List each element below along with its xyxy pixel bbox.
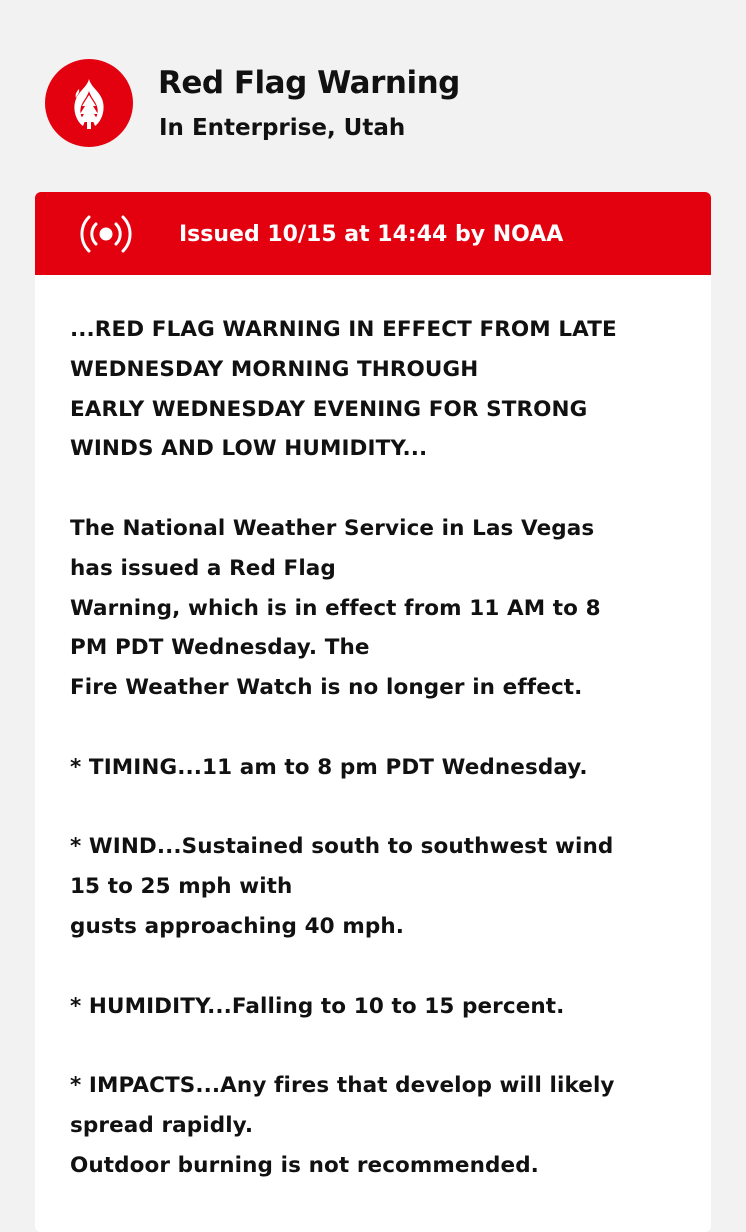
text-line: 15 to 25 mph with [70,874,293,900]
issued-text: Issued 10/15 at 14:44 by NOAA [179,222,564,247]
text-line: WEDNESDAY MORNING THROUGH [70,356,479,382]
text-line: has issued a Red Flag [70,555,336,581]
text-line: * WIND...Sustained south to southwest wind [70,834,614,860]
text-line: gusts approaching 40 mph. [70,913,404,939]
text-line: WINDS AND LOW HUMIDITY... [70,436,428,462]
humidity-paragraph [70,987,690,1027]
text-line: Warning, which is in effect from 11 AM to 8 [70,595,601,621]
text-line: Outdoor burning is not recommended. [70,1152,539,1178]
text-line: ...RED FLAG WARNING IN EFFECT FROM LATE [70,317,617,342]
alert-header [0,0,746,190]
wind-paragraph [70,827,690,946]
summary-paragraph [70,509,690,708]
headline-paragraph [70,310,690,469]
text-line: EARLY WEDNESDAY EVENING FOR STRONG [70,396,588,422]
text-line: * IMPACTS...Any fires that develop will likely [70,1073,615,1099]
alert-title: Red Flag Warning [158,65,460,101]
timing-paragraph [70,748,690,788]
impacts-paragraph [70,1066,690,1185]
alert-location: In Enterprise, Utah [159,115,406,141]
broadcast-icon [75,212,137,260]
fire-tree-icon [45,59,133,147]
alert-card-header [35,192,711,275]
alert-card [35,192,711,1232]
text-line: The National Weather Service in Las Vegas [70,515,595,541]
text-line: Fire Weather Watch is no longer in effect. [70,675,583,701]
text-line: PM PDT Wednesday. The [70,635,370,661]
text-line: spread rapidly. [70,1112,254,1138]
text-line: * TIMING...11 am to 8 pm PDT Wednesday. [70,754,588,780]
alert-description [70,310,690,1225]
text-line: * HUMIDITY...Falling to 10 to 15 percent. [70,993,565,1019]
